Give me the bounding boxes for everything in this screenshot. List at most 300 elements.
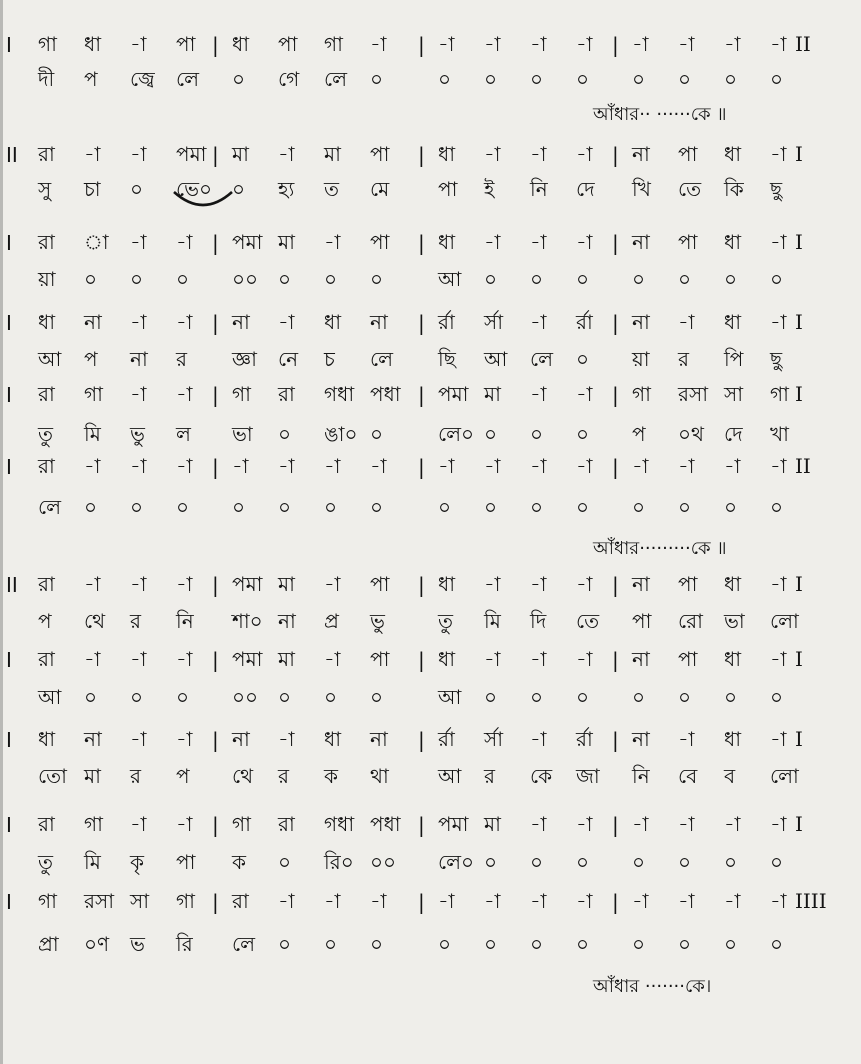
swara-note: -া bbox=[278, 310, 295, 334]
swara-note: র্রা bbox=[438, 727, 455, 751]
swara-note: -া bbox=[130, 812, 147, 836]
swara-note: গধা bbox=[324, 812, 355, 836]
barline: | bbox=[418, 143, 425, 167]
swara-note: র্সা bbox=[484, 727, 504, 751]
end-barline: I bbox=[795, 572, 803, 596]
swara-note: -া bbox=[530, 812, 547, 836]
lyric-row bbox=[0, 345, 861, 373]
lyric-syllable: দে bbox=[576, 177, 595, 201]
lyric-syllable: র bbox=[130, 764, 142, 788]
lyric-syllable: লে০ bbox=[438, 850, 475, 874]
swara-note: -া bbox=[530, 230, 547, 254]
end-barline: II bbox=[795, 454, 811, 478]
lyric-syllable: লে bbox=[176, 67, 200, 91]
swara-note: -া bbox=[324, 572, 341, 596]
lyric-syllable: নি bbox=[176, 609, 194, 633]
swara-note: -া bbox=[438, 32, 455, 56]
barline: | bbox=[212, 143, 219, 167]
barline: | bbox=[418, 890, 425, 914]
lyric-syllable: আ bbox=[438, 267, 462, 291]
swara-note: মা bbox=[484, 382, 501, 406]
lyric-syllable: ভু bbox=[130, 422, 145, 446]
swara-note: রা bbox=[232, 889, 249, 913]
lyric-syllable: ০ bbox=[370, 267, 384, 291]
lyric-syllable: ০ bbox=[484, 932, 498, 956]
barline: | bbox=[612, 728, 619, 752]
barline: | bbox=[212, 33, 219, 57]
start-barline: I bbox=[6, 33, 12, 57]
swara-note: -া bbox=[484, 142, 501, 166]
start-barline: II bbox=[6, 573, 18, 597]
swara-note: পধা bbox=[370, 382, 401, 406]
swara-note: পমা bbox=[176, 142, 207, 166]
swara-note: -া bbox=[770, 142, 787, 166]
lyric-row bbox=[0, 930, 861, 958]
swara-note: পমা bbox=[232, 230, 263, 254]
note-row bbox=[0, 30, 861, 58]
swara-note: -া bbox=[770, 572, 787, 596]
swara-note: ধা bbox=[324, 727, 342, 751]
swara-note: -া bbox=[176, 647, 193, 671]
barline: | bbox=[212, 311, 219, 335]
lyric-syllable: ০ bbox=[130, 267, 144, 291]
swara-note: ধা bbox=[38, 727, 56, 751]
lyric-syllable: প bbox=[632, 422, 646, 446]
swara-note: -া bbox=[678, 32, 695, 56]
lyric-syllable: কৃ bbox=[130, 850, 144, 874]
swara-note: -া bbox=[632, 812, 649, 836]
lyric-row bbox=[0, 493, 861, 521]
lyric-syllable: আ bbox=[484, 347, 508, 371]
lyric-syllable: ০ bbox=[724, 267, 738, 291]
swara-note: -া bbox=[176, 382, 193, 406]
lyric-syllable: ০ bbox=[370, 932, 384, 956]
swara-note: না bbox=[632, 230, 650, 254]
swara-note: -া bbox=[176, 454, 193, 478]
swara-note: গধা bbox=[324, 382, 355, 406]
swara-note: -া bbox=[678, 310, 695, 334]
barline: | bbox=[418, 648, 425, 672]
end-barline: I bbox=[795, 382, 803, 406]
lyric-syllable: পা bbox=[632, 609, 652, 633]
lyric-syllable: লে bbox=[38, 495, 62, 519]
swara-note: রা bbox=[278, 382, 295, 406]
swara-note: -া bbox=[530, 454, 547, 478]
barline: | bbox=[612, 813, 619, 837]
swara-note: ধা bbox=[724, 142, 742, 166]
swara-note: গা bbox=[38, 889, 57, 913]
swara-note: গা bbox=[324, 32, 343, 56]
swara-note: পমা bbox=[232, 572, 263, 596]
swara-note: রা bbox=[38, 647, 55, 671]
lyric-syllable: ০ bbox=[232, 177, 246, 201]
lyric-syllable: আ bbox=[438, 685, 462, 709]
lyric-syllable: ০ bbox=[678, 495, 692, 519]
swara-note: পমা bbox=[438, 382, 469, 406]
lyric-syllable: ০ bbox=[724, 932, 738, 956]
swara-note: -া bbox=[130, 454, 147, 478]
swara-note: ধা bbox=[232, 32, 250, 56]
swara-note: না bbox=[370, 310, 388, 334]
swara-note: -া bbox=[438, 889, 455, 913]
swara-note: গা bbox=[232, 382, 251, 406]
lyric-syllable: ০ bbox=[232, 67, 246, 91]
swara-note: -া bbox=[324, 230, 341, 254]
swara-note: -া bbox=[370, 454, 387, 478]
swara-note: -া bbox=[130, 230, 147, 254]
swara-note: -া bbox=[724, 32, 741, 56]
lyric-row bbox=[0, 265, 861, 293]
lyric-syllable: না bbox=[278, 609, 296, 633]
swara-note: পা bbox=[370, 647, 390, 671]
barline: | bbox=[612, 573, 619, 597]
lyric-syllable: ০ bbox=[632, 685, 646, 709]
swara-note: -া bbox=[232, 454, 249, 478]
swara-note: -া bbox=[278, 727, 295, 751]
lyric-syllable: ০ bbox=[678, 685, 692, 709]
lyric-syllable: ০ bbox=[176, 685, 190, 709]
swara-note: গা bbox=[84, 812, 103, 836]
lyric-syllable: ০ bbox=[130, 495, 144, 519]
swara-note: গা bbox=[632, 382, 651, 406]
swara-note: -া bbox=[770, 454, 787, 478]
swara-note: -া bbox=[530, 382, 547, 406]
start-barline: I bbox=[6, 728, 12, 752]
lyric-syllable: চ bbox=[324, 347, 335, 371]
swara-note: -া bbox=[530, 727, 547, 751]
lyric-syllable: ০ bbox=[438, 67, 452, 91]
swara-note: -া bbox=[324, 889, 341, 913]
swara-note: -া bbox=[576, 812, 593, 836]
lyric-syllable: না bbox=[130, 347, 148, 371]
swara-note: -া bbox=[438, 454, 455, 478]
lyric-syllable: ০ bbox=[530, 422, 544, 446]
lyric-syllable: লে bbox=[530, 347, 554, 371]
lyric-syllable: ঙা০ bbox=[324, 422, 358, 446]
start-barline: I bbox=[6, 648, 12, 672]
swara-note: ধা bbox=[724, 230, 742, 254]
lyric-syllable: আ bbox=[38, 347, 62, 371]
barline: | bbox=[212, 728, 219, 752]
barline: | bbox=[612, 648, 619, 672]
swara-note: -া bbox=[176, 727, 193, 751]
lyric-syllable: পা bbox=[438, 177, 458, 201]
swara-note: না bbox=[632, 727, 650, 751]
end-barline: IIII bbox=[795, 889, 827, 913]
lyric-syllable: লে bbox=[324, 67, 348, 91]
lyric-syllable: পা bbox=[176, 850, 196, 874]
lyric-syllable: ০ bbox=[724, 495, 738, 519]
swara-note: -া bbox=[678, 889, 695, 913]
barline: | bbox=[418, 813, 425, 837]
swara-note: গা bbox=[232, 812, 251, 836]
swara-note: -া bbox=[530, 32, 547, 56]
lyric-syllable: ০ bbox=[632, 267, 646, 291]
swara-note: -া bbox=[576, 32, 593, 56]
swara-note: মা bbox=[484, 812, 501, 836]
end-barline: I bbox=[795, 230, 803, 254]
swara-note: মা bbox=[232, 142, 249, 166]
lyric-syllable: ক bbox=[232, 850, 246, 874]
lyric-syllable: ০ bbox=[632, 495, 646, 519]
lyric-syllable: মে bbox=[370, 177, 390, 201]
lyric-syllable: তু bbox=[38, 850, 54, 874]
lyric-syllable: ০ bbox=[130, 685, 144, 709]
swara-note: মা bbox=[278, 572, 295, 596]
refrain-cue: আঁধার ·······কে। bbox=[593, 976, 712, 997]
lyric-syllable: ০০ bbox=[232, 267, 259, 291]
lyric-syllable: ০ bbox=[530, 267, 544, 291]
lyric-syllable: ০ bbox=[632, 67, 646, 91]
barline: | bbox=[212, 455, 219, 479]
lyric-syllable: তো bbox=[38, 764, 67, 788]
barline: | bbox=[418, 728, 425, 752]
lyric-syllable: র bbox=[130, 609, 142, 633]
lyric-syllable: ০ bbox=[232, 495, 246, 519]
lyric-row bbox=[0, 175, 861, 203]
lyric-syllable: লো bbox=[770, 609, 799, 633]
barline: | bbox=[612, 311, 619, 335]
lyric-syllable: ০ bbox=[84, 685, 98, 709]
swara-note: রা bbox=[38, 812, 55, 836]
barline: | bbox=[612, 455, 619, 479]
start-barline: I bbox=[6, 890, 12, 914]
swara-note: পা bbox=[278, 32, 298, 56]
lyric-syllable: র bbox=[278, 764, 290, 788]
lyric-syllable: ০ bbox=[576, 685, 590, 709]
swara-note: রা bbox=[38, 230, 55, 254]
lyric-syllable: রি bbox=[176, 932, 193, 956]
swara-note: সা bbox=[130, 889, 150, 913]
end-barline: I bbox=[795, 310, 803, 334]
swara-note: -া bbox=[770, 812, 787, 836]
swara-note: র্রা bbox=[438, 310, 455, 334]
lyric-syllable: নে bbox=[278, 347, 299, 371]
swara-note: না bbox=[84, 310, 102, 334]
lyric-syllable: জ্ঞা bbox=[232, 347, 257, 371]
lyric-syllable: রি০ bbox=[324, 850, 354, 874]
swara-note: ধা bbox=[38, 310, 56, 334]
lyric-syllable: ০ bbox=[484, 267, 498, 291]
lyric-syllable: তে bbox=[576, 609, 600, 633]
lyric-row bbox=[0, 420, 861, 448]
lyric-row bbox=[0, 607, 861, 635]
swara-note: না bbox=[370, 727, 388, 751]
swara-note: -া bbox=[576, 230, 593, 254]
swara-note: পমা bbox=[438, 812, 469, 836]
swara-note: ধা bbox=[724, 647, 742, 671]
swara-note: -া bbox=[484, 32, 501, 56]
lyric-syllable: ছি bbox=[438, 347, 456, 371]
lyric-syllable: ০ bbox=[576, 347, 590, 371]
lyric-syllable: ০ bbox=[324, 495, 338, 519]
swara-note: -া bbox=[176, 572, 193, 596]
note-row bbox=[0, 570, 861, 598]
swara-note: -া bbox=[530, 889, 547, 913]
swara-note: না bbox=[232, 310, 250, 334]
start-barline: I bbox=[6, 455, 12, 479]
lyric-syllable: গে bbox=[278, 67, 300, 91]
lyric-syllable: ক bbox=[324, 764, 338, 788]
lyric-syllable: ০ bbox=[770, 850, 784, 874]
barline: | bbox=[418, 311, 425, 335]
lyric-syllable: শা০ bbox=[232, 609, 263, 633]
swara-note: -া bbox=[530, 310, 547, 334]
swara-note: -া bbox=[724, 812, 741, 836]
barline: | bbox=[212, 813, 219, 837]
swara-note: রা bbox=[278, 812, 295, 836]
lyric-syllable: ০ bbox=[278, 422, 292, 446]
swara-note: -া bbox=[176, 230, 193, 254]
swara-note: মা bbox=[278, 647, 295, 671]
lyric-syllable: খি bbox=[632, 177, 651, 201]
swara-note: ধা bbox=[438, 230, 456, 254]
lyric-syllable: আ bbox=[38, 685, 62, 709]
swara-note: না bbox=[632, 572, 650, 596]
lyric-syllable: মি bbox=[84, 422, 101, 446]
note-row bbox=[0, 380, 861, 408]
swara-note: না bbox=[84, 727, 102, 751]
lyric-syllable: লো bbox=[770, 764, 799, 788]
note-row bbox=[0, 140, 861, 168]
swara-note: পা bbox=[678, 647, 698, 671]
end-barline: I bbox=[795, 647, 803, 671]
lyric-syllable: ০ bbox=[438, 932, 452, 956]
lyric-row bbox=[0, 65, 861, 93]
barline: | bbox=[212, 383, 219, 407]
swara-note: র্রা bbox=[576, 727, 593, 751]
swara-note: -া bbox=[770, 32, 787, 56]
barline: | bbox=[612, 890, 619, 914]
swara-note: গা bbox=[84, 382, 103, 406]
lyric-syllable: ০ bbox=[484, 422, 498, 446]
lyric-syllable: লে bbox=[370, 347, 394, 371]
lyric-syllable: ০ bbox=[438, 495, 452, 519]
swara-note: -া bbox=[130, 32, 147, 56]
lyric-syllable: নি bbox=[632, 764, 650, 788]
swara-note: ধা bbox=[438, 572, 456, 596]
swara-note: না bbox=[632, 142, 650, 166]
note-row bbox=[0, 645, 861, 673]
swara-note: ধা bbox=[724, 727, 742, 751]
lyric-syllable: ০ bbox=[724, 850, 738, 874]
lyric-syllable: আ bbox=[438, 764, 462, 788]
lyric-syllable: ০ bbox=[130, 177, 144, 201]
lyric-syllable: ০ bbox=[770, 495, 784, 519]
lyric-syllable: ০ bbox=[278, 495, 292, 519]
swara-note: -া bbox=[484, 889, 501, 913]
swara-note: -া bbox=[84, 142, 101, 166]
swara-note: র্রা bbox=[576, 310, 593, 334]
lyric-syllable: প্রা bbox=[38, 932, 59, 956]
lyric-syllable: ০ bbox=[530, 67, 544, 91]
swara-note: ধা bbox=[438, 142, 456, 166]
swara-note: পা bbox=[678, 572, 698, 596]
swara-note: া bbox=[84, 230, 109, 254]
swara-note: -া bbox=[678, 454, 695, 478]
swara-note: না bbox=[232, 727, 250, 751]
swara-note: -া bbox=[130, 382, 147, 406]
lyric-syllable: ০ bbox=[770, 685, 784, 709]
lyric-syllable: প্র bbox=[324, 609, 339, 633]
lyric-syllable: প bbox=[176, 764, 190, 788]
swara-note: -া bbox=[324, 647, 341, 671]
lyric-syllable: ০ bbox=[530, 685, 544, 709]
lyric-row bbox=[0, 848, 861, 876]
lyric-syllable: মি bbox=[84, 850, 101, 874]
swara-note: মা bbox=[278, 230, 295, 254]
lyric-syllable: য়া bbox=[632, 347, 650, 371]
barline: | bbox=[612, 33, 619, 57]
swara-note: -া bbox=[278, 454, 295, 478]
lyric-syllable: ০ bbox=[632, 932, 646, 956]
swara-note: -া bbox=[176, 812, 193, 836]
swara-note: র্সা bbox=[484, 310, 504, 334]
refrain-cue: আঁধার·········কে ॥ bbox=[593, 538, 727, 559]
swara-note: -া bbox=[724, 889, 741, 913]
lyric-syllable: ০ bbox=[324, 932, 338, 956]
lyric-syllable: ভু bbox=[370, 609, 385, 633]
swara-note: ধা bbox=[724, 310, 742, 334]
lyric-syllable: দি bbox=[530, 609, 547, 633]
swara-note: -া bbox=[632, 889, 649, 913]
swara-note: -া bbox=[770, 230, 787, 254]
lyric-syllable: প bbox=[84, 67, 98, 91]
swara-note: না bbox=[632, 310, 650, 334]
lyric-syllable: লে০ bbox=[438, 422, 475, 446]
note-row bbox=[0, 228, 861, 256]
barline: | bbox=[612, 383, 619, 407]
lyric-syllable: তু bbox=[38, 422, 54, 446]
swara-note: -া bbox=[370, 32, 387, 56]
lyric-syllable: ০ bbox=[84, 267, 98, 291]
lyric-syllable: কে bbox=[530, 764, 553, 788]
lyric-syllable: তে bbox=[678, 177, 702, 201]
lyric-syllable: ০ bbox=[278, 850, 292, 874]
start-barline: I bbox=[6, 383, 12, 407]
lyric-syllable: ০ bbox=[576, 495, 590, 519]
swara-note: পা bbox=[678, 142, 698, 166]
swara-note: -া bbox=[484, 454, 501, 478]
lyric-syllable: ০ bbox=[84, 495, 98, 519]
lyric-syllable: দে bbox=[724, 422, 743, 446]
start-barline: I bbox=[6, 231, 12, 255]
lyric-syllable: ০ bbox=[770, 67, 784, 91]
swara-note: -া bbox=[576, 572, 593, 596]
lyric-syllable: ০ bbox=[278, 932, 292, 956]
swara-note: -া bbox=[130, 142, 147, 166]
swara-note: পমা bbox=[232, 647, 263, 671]
lyric-syllable: র bbox=[176, 347, 188, 371]
swara-note: -া bbox=[770, 889, 787, 913]
swara-note: -া bbox=[130, 310, 147, 334]
note-row bbox=[0, 810, 861, 838]
lyric-syllable: ০ bbox=[576, 850, 590, 874]
swara-note: -া bbox=[576, 382, 593, 406]
lyric-syllable: ০ bbox=[370, 422, 384, 446]
swara-note: -া bbox=[176, 310, 193, 334]
swara-note: -া bbox=[370, 889, 387, 913]
swara-note: ধা bbox=[724, 572, 742, 596]
barline: | bbox=[212, 231, 219, 255]
refrain-cue: আঁধার·· ······কে ॥ bbox=[593, 104, 727, 125]
lyric-syllable: ব bbox=[724, 764, 736, 788]
lyric-syllable: মা bbox=[84, 764, 101, 788]
lyric-syllable: ০ bbox=[576, 422, 590, 446]
end-barline: I bbox=[795, 142, 803, 166]
swara-note: -া bbox=[632, 454, 649, 478]
swara-note: রা bbox=[38, 382, 55, 406]
